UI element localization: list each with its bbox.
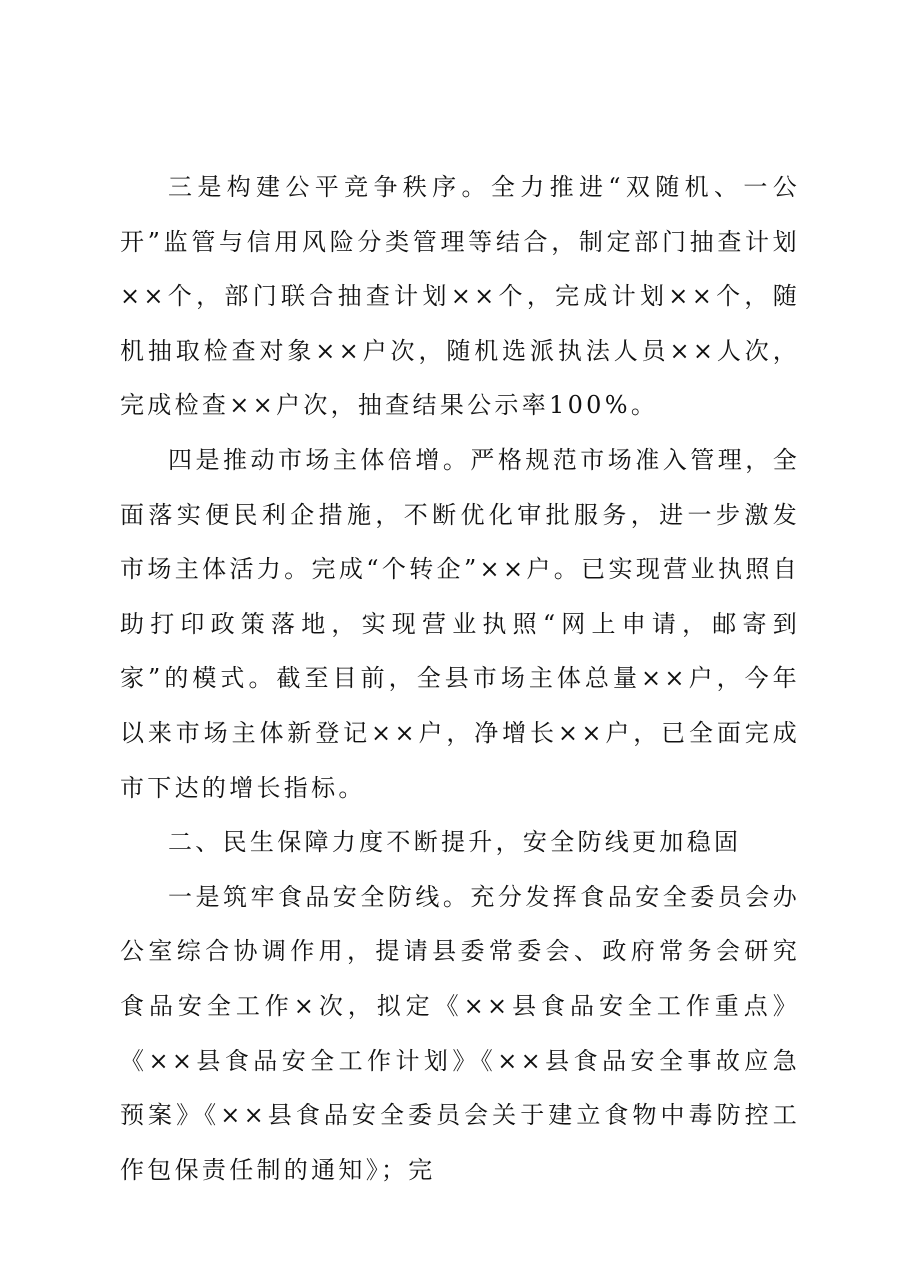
document-body — [120, 160, 800, 1197]
paragraph-market-entities: 四是推动市场主体倍增。严格规范市场准入管理，全面落实便民利企措施，不断优化审批服务，进一步激发市场主体活力。完成“个转企”××户。已实现营业执照自助打印政策落地，实现营业执照“网上申请，邮寄到家”的模式。截至目前，全县市场主体总量××户，今年以来市场主体新登记××户，净增长××户，已全面完成市下达的增长指标。 — [120, 445, 800, 802]
paragraph-food-safety: 一是筑牢食品安全防线。充分发挥食品安全委员会办公室综合协调作用，提请县委常委会、政府常务会研究食品安全工作×次，拟定《××县食品安全工作重点》《××县食品安全工作计划》《××县食品安全事故应急预案》《××县食品安全委员会关于建立食物中毒防控工作包保责任制的通知》；完 — [120, 882, 800, 1184]
paragraph-fair-competition: 三是构建公平竞争秩序。全力推进“双随机、一公开”监管与信用风险分类管理等结合，制定部门抽查计划××个，部门联合抽查计划××个，完成计划××个，随机抽取检查对象××户次，随机选派执法人员××人次，完成检查××户次，抽查结果公示率100%。 — [120, 173, 800, 420]
section-heading-livelihood-security: 二、民生保障力度不断提升，安全防线更加稳固 — [168, 828, 742, 857]
